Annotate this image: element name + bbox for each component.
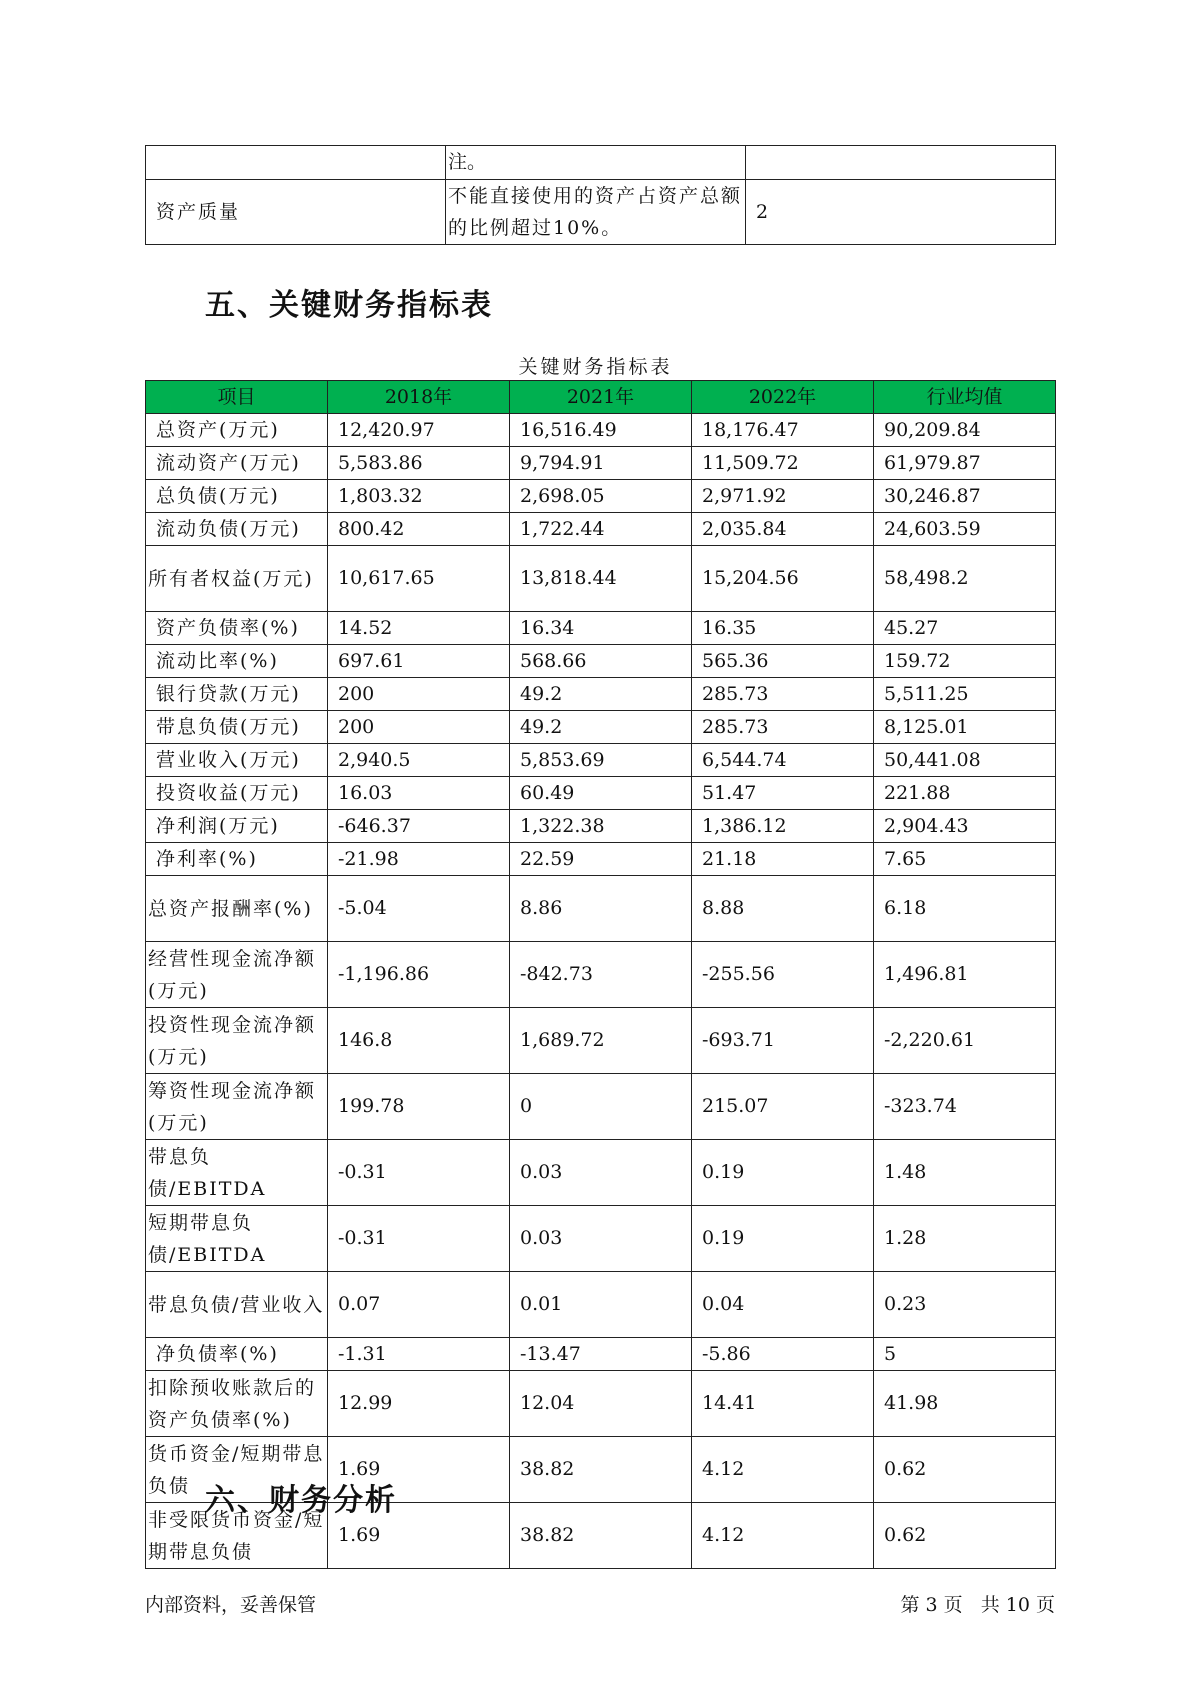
table-cell: 6.18 (874, 876, 1056, 942)
table-row (146, 612, 1056, 645)
table-cell: -21.98 (328, 843, 510, 876)
table-cell: 10,617.65 (328, 546, 510, 612)
row-label: 银行贷款(万元) (146, 678, 328, 711)
table-cell: -5.86 (692, 1338, 874, 1371)
table-cell: 697.61 (328, 645, 510, 678)
table-cell: 215.07 (692, 1074, 874, 1140)
table-cell: 1.28 (874, 1206, 1056, 1272)
table-cell: 8,125.01 (874, 711, 1056, 744)
table-cell: 16.35 (692, 612, 874, 645)
table-cell: 16.03 (328, 777, 510, 810)
table-cell: 41.98 (874, 1371, 1056, 1437)
column-header: 行业均值 (874, 381, 1056, 414)
table-cell: 38.82 (510, 1503, 692, 1569)
table-row (146, 1371, 1056, 1437)
table-cell: 1,722.44 (510, 513, 692, 546)
asset-quality-table (145, 145, 1056, 245)
table-cell: 90,209.84 (874, 414, 1056, 447)
row-label: 资产质量 (146, 180, 446, 245)
table-row (146, 678, 1056, 711)
footer-confidential-note: 内部资料，妥善保管 (145, 1594, 317, 1616)
table-cell: 14.52 (328, 612, 510, 645)
table-cell: 22.59 (510, 843, 692, 876)
table-cell: 2,904.43 (874, 810, 1056, 843)
row-description: 不能直接使用的资产占资产总额的比例超过10%。 (446, 180, 746, 245)
table-cell: 45.27 (874, 612, 1056, 645)
table-cell: 200 (328, 678, 510, 711)
section-heading-5: 五、关键财务指标表 (205, 288, 493, 323)
section-heading-6: 六、财务分析 (205, 1483, 397, 1518)
table-cell: 61,979.87 (874, 447, 1056, 480)
table-cell: 5,853.69 (510, 744, 692, 777)
key-financial-indicators-table (145, 380, 1056, 1569)
table-cell: 24,603.59 (874, 513, 1056, 546)
table-cell: 221.88 (874, 777, 1056, 810)
column-header: 2021年 (510, 381, 692, 414)
table-row (146, 777, 1056, 810)
table-cell: -323.74 (874, 1074, 1056, 1140)
row-label: 带息负债/EBITDA (146, 1140, 328, 1206)
table-cell: 1,322.38 (510, 810, 692, 843)
table-cell: 285.73 (692, 711, 874, 744)
table-cell: 16,516.49 (510, 414, 692, 447)
table-cell: 7.65 (874, 843, 1056, 876)
row-label: 投资收益(万元) (146, 777, 328, 810)
table-row (146, 1338, 1056, 1371)
row-label: 净负债率(%) (146, 1338, 328, 1371)
row-label: 投资性现金流净额(万元) (146, 1008, 328, 1074)
table-cell: 14.41 (692, 1371, 874, 1437)
table-row (146, 876, 1056, 942)
table-cell: 58,498.2 (874, 546, 1056, 612)
table-cell: 565.36 (692, 645, 874, 678)
table-body (146, 414, 1056, 1569)
row-label: 所有者权益(万元) (146, 546, 328, 612)
table-cell: 12.99 (328, 1371, 510, 1437)
table-row (146, 546, 1056, 612)
table-cell: 0.19 (692, 1140, 874, 1206)
table-cell: 159.72 (874, 645, 1056, 678)
table-row (146, 447, 1056, 480)
table-cell: 0.01 (510, 1272, 692, 1338)
row-value: 2 (746, 180, 1056, 245)
table-cell: 0.23 (874, 1272, 1056, 1338)
table-cell: 2,035.84 (692, 513, 874, 546)
table-row (146, 414, 1056, 447)
row-label: 货币资金/短期带息负债 (146, 1437, 328, 1503)
table-cell: -0.31 (328, 1206, 510, 1272)
table-cell: 5,583.86 (328, 447, 510, 480)
table-cell: -0.31 (328, 1140, 510, 1206)
table-row (146, 1206, 1056, 1272)
table-cell: -1.31 (328, 1338, 510, 1371)
row-label: 资产负债率(%) (146, 612, 328, 645)
table-row (146, 480, 1056, 513)
table-row (146, 1008, 1056, 1074)
table-cell: 0.62 (874, 1503, 1056, 1569)
row-label: 总负债(万元) (146, 480, 328, 513)
table-cell: 8.88 (692, 876, 874, 942)
table-cell: 4.12 (692, 1437, 874, 1503)
row-label (146, 146, 446, 180)
row-label: 扣除预收账款后的资产负债率(%) (146, 1371, 328, 1437)
table-row (146, 513, 1056, 546)
table-cell: -646.37 (328, 810, 510, 843)
table-row (146, 1074, 1056, 1140)
table-cell: 2,698.05 (510, 480, 692, 513)
row-value (746, 146, 1056, 180)
row-label: 筹资性现金流净额(万元) (146, 1074, 328, 1140)
column-header: 2018年 (328, 381, 510, 414)
table-cell: 199.78 (328, 1074, 510, 1140)
table-cell: 9,794.91 (510, 447, 692, 480)
row-label: 非受限货币资金/短期带息负债 (146, 1503, 328, 1569)
table-cell: -255.56 (692, 942, 874, 1008)
table-cell: 0.04 (692, 1272, 874, 1338)
table-row (146, 1140, 1056, 1206)
table-cell: 50,441.08 (874, 744, 1056, 777)
row-label: 总资产报酬率(%) (146, 876, 328, 942)
table-cell: 18,176.47 (692, 414, 874, 447)
table-cell: 21.18 (692, 843, 874, 876)
table-row (146, 146, 1056, 180)
table-cell: 285.73 (692, 678, 874, 711)
table-row (146, 810, 1056, 843)
table-header-row (146, 381, 1056, 414)
table-cell: 2,940.5 (328, 744, 510, 777)
column-header: 2022年 (692, 381, 874, 414)
table-cell: 1,803.32 (328, 480, 510, 513)
row-label: 带息负债(万元) (146, 711, 328, 744)
table-cell: 12.04 (510, 1371, 692, 1437)
table-cell: 30,246.87 (874, 480, 1056, 513)
table-cell: 2,971.92 (692, 480, 874, 513)
row-label: 净利润(万元) (146, 810, 328, 843)
row-label: 营业收入(万元) (146, 744, 328, 777)
table-cell: 4.12 (692, 1503, 874, 1569)
table-cell: 51.47 (692, 777, 874, 810)
row-label: 流动资产(万元) (146, 447, 328, 480)
table-cell: -693.71 (692, 1008, 874, 1074)
table-row (146, 711, 1056, 744)
table-cell: 16.34 (510, 612, 692, 645)
table-cell: 8.86 (510, 876, 692, 942)
table-cell: -842.73 (510, 942, 692, 1008)
column-header: 项目 (146, 381, 328, 414)
footer-page-number: 第 3 页 共 10 页 (900, 1594, 1055, 1616)
table-cell: -1,196.86 (328, 942, 510, 1008)
table-cell: 5 (874, 1338, 1056, 1371)
table-cell: 568.66 (510, 645, 692, 678)
table-caption: 关键财务指标表 (518, 356, 673, 378)
table-cell: 800.42 (328, 513, 510, 546)
table-cell: 0.07 (328, 1272, 510, 1338)
table-cell: 15,204.56 (692, 546, 874, 612)
table-cell: 13,818.44 (510, 546, 692, 612)
table-row (146, 645, 1056, 678)
row-label: 短期带息负债/EBITDA (146, 1206, 328, 1272)
table-cell: -2,220.61 (874, 1008, 1056, 1074)
row-label: 流动负债(万元) (146, 513, 328, 546)
table-row (146, 744, 1056, 777)
table-cell: 38.82 (510, 1437, 692, 1503)
table-cell: 1,689.72 (510, 1008, 692, 1074)
row-label: 带息负债/营业收入 (146, 1272, 328, 1338)
table-cell: -13.47 (510, 1338, 692, 1371)
table-cell: 0 (510, 1074, 692, 1140)
table-cell: 1,496.81 (874, 942, 1056, 1008)
table-cell: 146.8 (328, 1008, 510, 1074)
table-row (146, 843, 1056, 876)
table-cell: 11,509.72 (692, 447, 874, 480)
table-cell: 1.48 (874, 1140, 1056, 1206)
row-label: 经营性现金流净额(万元) (146, 942, 328, 1008)
table-cell: 49.2 (510, 678, 692, 711)
table-cell: 60.49 (510, 777, 692, 810)
table-cell: 12,420.97 (328, 414, 510, 447)
table-cell: 5,511.25 (874, 678, 1056, 711)
table-cell: 200 (328, 711, 510, 744)
table-cell: 6,544.74 (692, 744, 874, 777)
table-cell: 49.2 (510, 711, 692, 744)
table-row (146, 942, 1056, 1008)
table-cell: -5.04 (328, 876, 510, 942)
table-cell: 0.03 (510, 1206, 692, 1272)
row-label: 流动比率(%) (146, 645, 328, 678)
table-cell: 1,386.12 (692, 810, 874, 843)
table-cell: 0.19 (692, 1206, 874, 1272)
row-description: 注。 (446, 146, 746, 180)
table-cell: 0.03 (510, 1140, 692, 1206)
table-cell: 1.69 (328, 1503, 510, 1569)
table-cell: 1.69 (328, 1437, 510, 1503)
table-row (146, 1272, 1056, 1338)
row-label: 净利率(%) (146, 843, 328, 876)
table-cell: 0.62 (874, 1437, 1056, 1503)
row-label: 总资产(万元) (146, 414, 328, 447)
table-row (146, 180, 1056, 245)
